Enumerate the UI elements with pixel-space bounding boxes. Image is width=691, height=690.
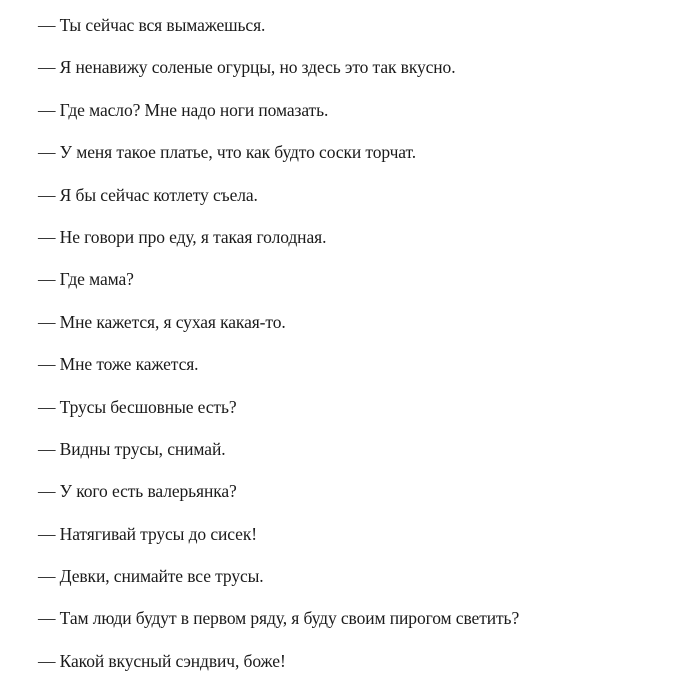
quote-line: — Ты сейчас вся вымажешься. [38, 15, 266, 35]
quote-line: — Я ненавижу соленые огурцы, но здесь это так вкусно. [38, 57, 456, 78]
quote-line: — Не говори про еду, я такая голодная. [38, 226, 327, 247]
quote-line: — Где масло? Мне надо ноги помазать. [38, 99, 329, 120]
quote-line: — У кого есть валерьянка? [38, 481, 237, 502]
quote-list [38, 12, 678, 690]
quote-line: — Мне кажется, я сухая какая-то. [38, 311, 286, 332]
quote-line: — У меня такое платье, что как будто соски торчат. [38, 142, 417, 163]
quote-line: — Я бы сейчас котлету съела. [38, 184, 258, 205]
quote-line: — Там люди будут в первом ряду, я буду своим пирогом светить? [38, 608, 520, 629]
quote-line: — Натягивай трусы до сисек! [38, 523, 257, 544]
quote-line: — Видны трусы, снимай. [38, 438, 226, 459]
quote-line: — Девки, снимайте все трусы. [38, 566, 264, 587]
quote-line: — Какой вкусный сэндвич, боже! [38, 650, 286, 671]
quote-line: — Мне тоже кажется. [38, 354, 199, 375]
quote-line: — Трусы бесшовные есть? [38, 396, 237, 417]
quote-line: — Где мама? [38, 269, 134, 290]
